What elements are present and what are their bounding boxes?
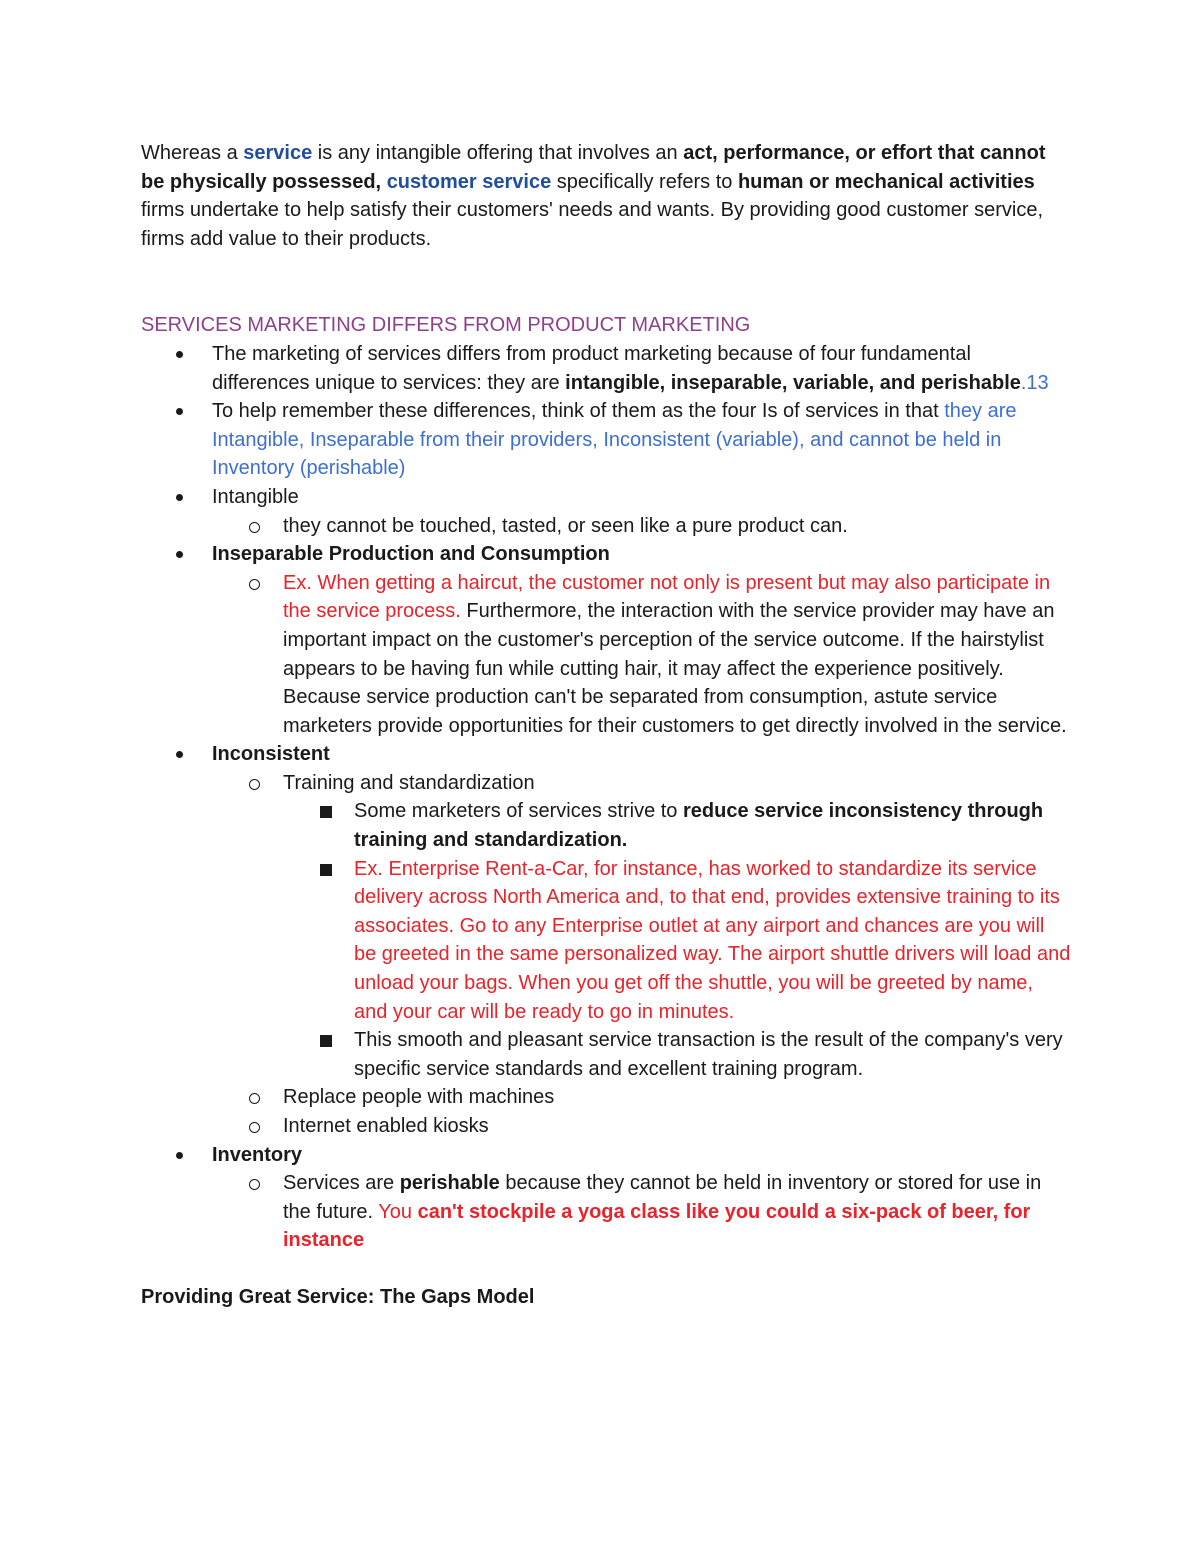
bullet-icon bbox=[141, 540, 161, 569]
sub-list bbox=[212, 1169, 1071, 1255]
list-item: To help remember these differences, think of them as the four Is of services in that they are Intangible, Inseparable from their providers, Inconsistent (variable), and cannot be held in Inventory (perishable) bbox=[141, 397, 1071, 483]
list-item bbox=[141, 483, 1071, 540]
bullet-icon bbox=[141, 340, 161, 369]
square-bullet-icon bbox=[283, 797, 303, 826]
list-item bbox=[141, 540, 1071, 740]
square-bullet-icon bbox=[283, 1026, 303, 1055]
sub-list bbox=[212, 769, 1071, 1141]
circle-bullet-icon bbox=[212, 569, 232, 598]
square-bullet-icon bbox=[283, 855, 303, 884]
example-text: Ex. When getting a haircut, the customer not only is present but may also participate in the service process. bbox=[283, 571, 1051, 623]
example-text: can't stockpile a yoga class like you could a six-pack of beer, for instance bbox=[283, 1200, 1031, 1252]
sub-sub-list-item bbox=[283, 855, 1071, 1027]
circle-bullet-icon bbox=[212, 1112, 232, 1141]
sub-list bbox=[212, 512, 1071, 541]
intro-text: Whereas a bbox=[141, 142, 244, 164]
intro-emphasis: act, performance, or effort that cannot be physically possessed, bbox=[141, 142, 1046, 193]
four-is-mnemonic: they are Intangible, Inseparable from their providers, Inconsistent (variable), and cannot be held in Inventory (perishable) bbox=[212, 400, 1017, 480]
intro-emphasis: human or mechanical activities bbox=[737, 170, 1035, 193]
example-text: Ex. Enterprise Rent-a-Car, for instance, has worked to standardize its service delivery across North America and, to that end, provides extensive training to its associates. Go to any Enterprise outlet at any airport and chances are you will be greeted in the same personalized way. The airport shuttle drivers will load and unload your bags. When you get off the shuttle, you will be greeted by name, and your car will be ready to go in minutes. bbox=[354, 857, 1071, 1023]
sub-sub-list bbox=[283, 797, 1071, 1083]
bullet-icon bbox=[141, 1141, 161, 1170]
sub-list-item: Internet enabled kiosks bbox=[212, 1112, 1071, 1141]
section-heading: SERVICES MARKETING DIFFERS FROM PRODUCT MARKETING bbox=[141, 314, 751, 337]
footnote-ref: .13 bbox=[1020, 371, 1049, 394]
sub-sub-list-item: Some marketers of services strive to reduce service inconsistency through training and standardization. bbox=[283, 797, 1071, 854]
circle-bullet-icon bbox=[212, 1083, 232, 1112]
circle-bullet-icon bbox=[212, 1169, 232, 1198]
sub-list-item: Replace people with machines bbox=[212, 1083, 1071, 1112]
list-item bbox=[141, 740, 1071, 1140]
list-item-label: Intangible bbox=[212, 485, 299, 508]
circle-bullet-icon bbox=[212, 512, 232, 541]
sub-list-item: Training and standardization Some marketers of services strive to reduce service inconsistency through training and standardization. Ex. Enterprise Rent-a-Car, for instance, has worked to standardize its service delivery across North America and, to that end, provides extensive training to its associates. Go to any Enterprise outlet at any airport and chances are you will be greeted in the same personalized way. The airport shuttle drivers will load and unload your bags. When you get off the shuttle, you will be greeted by name, and your car will be ready to go in minutes. This smooth and pleasant service transaction is the result of the company's very specific service standards and excellent training program. bbox=[212, 769, 1071, 1084]
circle-bullet-icon bbox=[212, 769, 232, 798]
term-service: service bbox=[243, 142, 313, 164]
intro-text: specifically refers to bbox=[551, 170, 738, 193]
sub-list-item: Ex. When getting a haircut, the customer not only is present but may also participate in the service process. Furthermore, the interaction with the service provider may have an important impact on the customer's perception of the service outcome. If the hairstylist appears to be having fun while cutting hair, it may affect the experience positively. Because service production can't be separated from consumption, astute service marketers provide opportunities for their customers to get directly involved in the service. bbox=[212, 569, 1071, 741]
sub-sub-list-item: This smooth and pleasant service transaction is the result of the company's very specific service standards and excellent training program. bbox=[283, 1026, 1071, 1083]
section-heading: Providing Great Service: The Gaps Model bbox=[141, 1285, 535, 1308]
list-item bbox=[141, 1141, 1071, 1255]
list-item-label: Inseparable Production and Consumption bbox=[212, 543, 610, 566]
sub-list-item: Services are perishable because they cannot be held in inventory or stored for use in the future. You can't stockpile a yoga class like you could a six-pack of beer, for instance bbox=[212, 1169, 1071, 1255]
intro-paragraph bbox=[141, 139, 1071, 253]
bullet-list bbox=[141, 340, 1071, 1255]
intro-text: firms undertake to help satisfy their customers' needs and wants. By providing good customer service, firms add value to their products. bbox=[141, 199, 1044, 250]
bullet-icon bbox=[141, 397, 161, 426]
list-item-label: Inconsistent bbox=[212, 743, 330, 766]
term-customer-service: customer service bbox=[386, 170, 552, 193]
sub-list bbox=[212, 569, 1071, 741]
sub-list-item: they cannot be touched, tasted, or seen like a pure product can. bbox=[212, 512, 1071, 541]
bullet-icon bbox=[141, 483, 161, 512]
list-item: The marketing of services differs from product marketing because of four fundamental differences unique to services: they are intangible, inseparable, variable, and perishable.13 bbox=[141, 340, 1071, 397]
document-page bbox=[141, 139, 1071, 1312]
list-item-label: Inventory bbox=[212, 1143, 303, 1166]
intro-text: is any intangible offering that involves an bbox=[312, 142, 684, 164]
bullet-icon bbox=[141, 740, 161, 769]
